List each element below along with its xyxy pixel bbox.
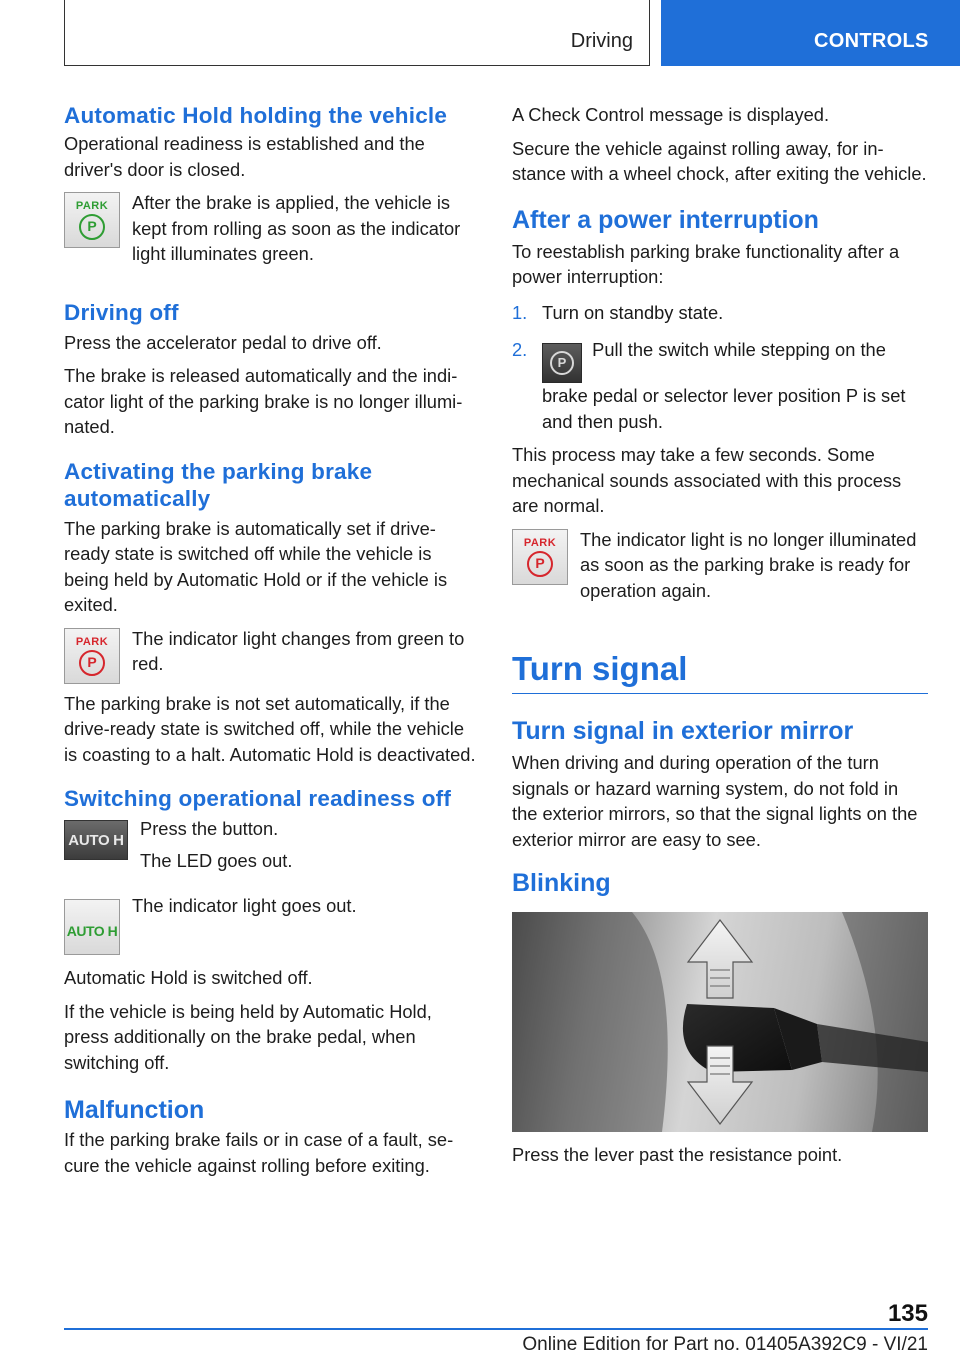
heading-malfunction: Malfunction [64, 1096, 205, 1124]
page-number: 135 [887, 1300, 928, 1327]
list-item: 2. P Pull the switch while stepping on the brake pedal or selector lever position P is set and then push. [512, 339, 906, 432]
paragraph: Automatic Hold is switched off. [64, 967, 313, 988]
list-item: 1. Turn on standby state. [512, 301, 724, 323]
turn-signal-lever-photo [512, 912, 928, 1132]
right-column [512, 102, 928, 1176]
paragraph: The indicator light changes from green to red. [132, 627, 465, 674]
paragraph: Secure the vehicle against rolling away, for instance with a wheel chock, after exiting the vehicle. [512, 137, 927, 184]
heading-after-power-interruption: After a power interruption [512, 205, 819, 234]
header-bar [64, 0, 650, 66]
paragraph: The indicator light is no longer illuminated as soon as the parking brake is ready for operation again. [580, 528, 917, 601]
parking-brake-switch-icon: P [542, 343, 582, 383]
heading-blinking: Blinking [512, 869, 611, 897]
heading-driving-off: Driving off [64, 299, 179, 325]
auto-h-indicator-icon: AUTO H [64, 899, 120, 955]
icon-paragraph [64, 816, 476, 881]
paragraph: If the parking brake fails or in case of a fault, secure the vehicle against rolling before exiting. [64, 1129, 454, 1176]
paragraph: The brake is released automatically and the indicator light of the parking brake is no longer illuminated. [64, 365, 463, 437]
paragraph: When driving and during operation of the turn signals or hazard warning system, do not fold in the exterior mirrors, so that the signal lights on the exterior mirror are easy to see. [512, 752, 918, 850]
footer-edition: Online Edition for Part no. 01405A392C9 - VI/21 [522, 1334, 928, 1355]
heading-activating-parking-brake: Activating the parking brake automatically [64, 458, 373, 511]
icon-paragraph [64, 190, 476, 275]
paragraph: A Check Control message is displayed. [512, 104, 830, 125]
park-red-indicator-icon: PARK P [64, 628, 120, 684]
heading-automatic-hold: Automatic Hold holding the vehicle [64, 103, 448, 128]
icon-paragraph [64, 893, 476, 955]
paragraph: The parking brake is automatically set if drive-ready state is switched off while the vehicle is being held by Automatic Hold or if the vehicle is exited. [64, 517, 448, 615]
footer-divider [64, 1328, 928, 1330]
paragraph: Press the accelerator pedal to drive off. [64, 331, 382, 353]
park-green-indicator-icon: PARK P [64, 192, 120, 248]
heading-switching-readiness-off: Switching operational readiness off [64, 786, 452, 811]
paragraph: This process may take a few seconds. Some mechanical sounds associated with this process are normal. [512, 444, 902, 516]
icon-paragraph [512, 527, 928, 612]
paragraph: Operational readiness is established and the driver's door is closed. [64, 133, 425, 180]
paragraph: The parking brake is not set automatically, if the drive-ready state is switched off, while the vehicle is coasting to a halt. Automatic Hold is deactivated. [64, 692, 476, 765]
paragraph: To reestablish parking brake functionality after a power interruption: [512, 240, 900, 287]
paragraph: After the brake is applied, the vehicle is kept from rolling as soon as the indicator light illuminates green. [132, 192, 461, 264]
paragraph: Press the lever past the resistance point. [512, 1144, 843, 1165]
heading-turn-signal-mirror: Turn signal in exterior mirror [512, 717, 854, 745]
header-chapter-label: CONTROLS [814, 30, 929, 52]
heading-turn-signal: Turn signal [512, 649, 928, 694]
header-section-title: Driving [570, 30, 633, 52]
left-column [64, 102, 476, 1186]
header-chapter-tab [661, 0, 960, 66]
paragraph: Press the button. [140, 818, 279, 839]
park-red-indicator-icon: PARK P [512, 529, 568, 585]
paragraph: If the vehicle is being held by Automatic Hold, press additionally on the brake pedal, when switching off. [64, 1000, 432, 1073]
icon-paragraph [64, 626, 476, 685]
auto-h-button-icon: AUTO H [64, 820, 128, 860]
lever-illustration-icon [512, 912, 928, 1132]
paragraph: The indicator light goes out. [132, 895, 357, 916]
paragraph: The LED goes out. [140, 849, 293, 871]
